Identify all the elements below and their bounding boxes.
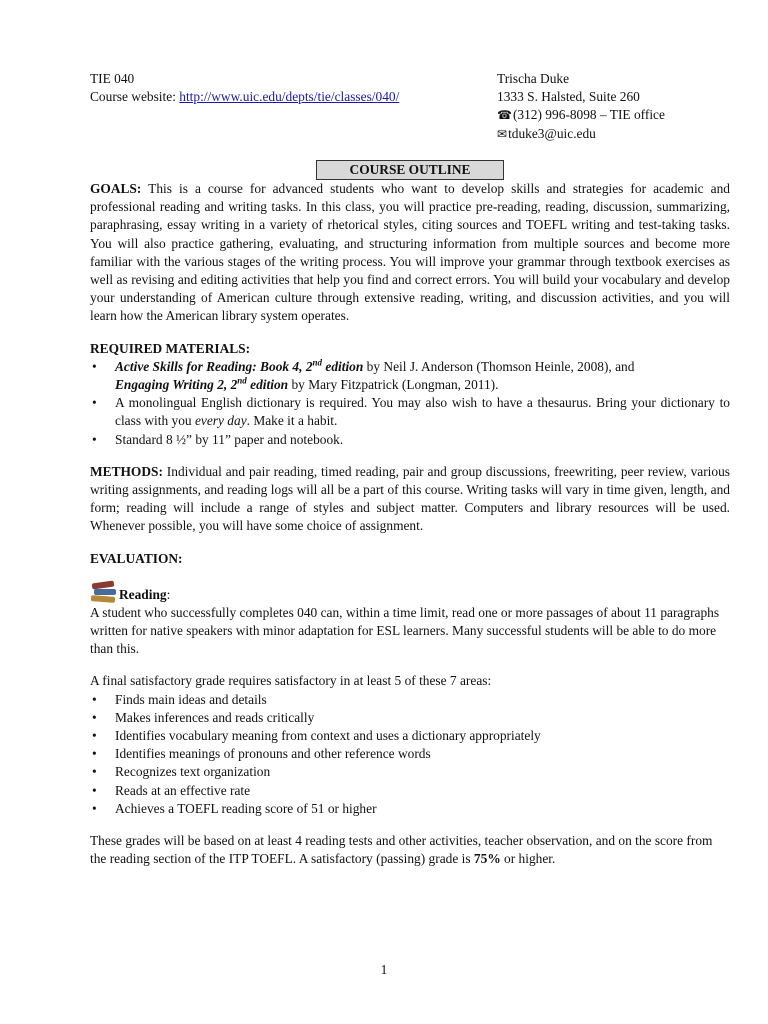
book2-rest: by Mary Fitzpatrick (Longman, 2011). (288, 377, 499, 393)
book2-title: Engaging Writing 2, 2 (115, 377, 238, 393)
book1-sup: nd (312, 357, 323, 368)
reading-heading (90, 580, 730, 604)
list-item: • Identifies vocabulary meaning from context and uses a dictionary appropriately (90, 727, 730, 745)
book1-edition: edition (322, 358, 364, 374)
paper-text: Standard 8 ½” by 11” paper and notebook. (115, 431, 344, 447)
course-website-line (90, 88, 399, 106)
instructor-name: Trischa Duke (497, 71, 570, 86)
grades-text1: These grades will be based on at least 4 reading tests and other activities, teacher observation, and on the score from the reading section of the ITP TOEFL. A satisfactory (passing) grade is (90, 833, 713, 867)
outline-title-wrap (90, 160, 730, 180)
phone-line (497, 106, 665, 124)
list-item: • Achieves a TOEFL reading score of 51 or higher (90, 800, 730, 818)
course-info (90, 70, 399, 106)
reading-description: A student who successfully completes 040 can, within a time limit, read one or more passages of about 11 paragraphs written for native speakers with minor adaptation for ESL learners. Many successful students will be able to do more than this. (90, 604, 720, 657)
course-outline-title: COURSE OUTLINE (316, 160, 504, 180)
dictionary-emphasis: every day (194, 413, 247, 429)
course-website-label: Course website: (90, 89, 180, 105)
methods-text: Individual and pair reading, timed reading, pair and group discussions, freewriting, peer review, various writing assignments, and reading logs will all be a part of this course. Writing tasks will vary in time given, length, and form; reading will include a range of styles and subject matter. Computers and library resources will be used. Whenever possible, you will have some choice of assignment. (90, 463, 730, 534)
office-address: 1333 S. Halsted, Suite 260 (497, 89, 640, 105)
header (90, 70, 730, 144)
goals-label: GOALS: (90, 181, 142, 196)
list-item: • Makes inferences and reads critically (90, 709, 730, 727)
dictionary-text1: A monolingual English dictionary is required. You may also wish to have a thesaurus. Bring your dictionary to class with you (115, 395, 730, 429)
list-item (90, 431, 730, 449)
methods-paragraph (90, 463, 730, 536)
phone-number: (312) 996-8098 – TIE office (512, 107, 665, 123)
course-code: TIE 040 (90, 71, 135, 86)
list-item: • Finds main ideas and details (90, 691, 730, 709)
required-materials-section (90, 340, 730, 449)
criteria-list (90, 691, 730, 818)
list-item: • Recognizes text organization (90, 763, 730, 781)
book1-rest: by Neil J. Anderson (Thomson Heinle, 2008), and (363, 358, 635, 374)
document-page (90, 70, 730, 869)
envelope-icon: ✉ (497, 126, 508, 141)
telephone-icon: ☎ (497, 108, 512, 123)
course-website-link[interactable]: http://www.uic.edu/depts/tie/classes/040/ (179, 89, 400, 105)
email-address: tduke3@uic.edu (508, 125, 596, 141)
page-number: 1 (380, 962, 388, 977)
book1-title: Active Skills for Reading: Book 4, 2 (115, 358, 313, 374)
books-icon (90, 580, 118, 604)
list-item (90, 358, 730, 394)
materials-list (90, 358, 730, 449)
reading-colon: : (166, 586, 171, 602)
email-line (497, 125, 665, 143)
methods-label: METHODS: (90, 463, 163, 479)
criteria-intro: A final satisfactory grade requires satisfactory in at least 5 of these 7 areas: (90, 673, 492, 689)
goals-text: This is a course for advanced students who want to develop skills and strategies for academic and professional reading and writing tasks. In this class, you will practice pre-reading, reading, discussion, summarizing, paraphrasing, essay writing in a variety of rhetorical styles, citing sources and TOEFL writing and test-taking tasks. You will also practice gathering, evaluating, and structuring information from multiple sources and become more familiar with the various stages of the writing process. You will improve your grammar through textbook exercises as well as revising and editing activities that help you find and correct errors. You will build your vocabulary and develop your understanding of American culture through extensive reading, writing, and discussion activities, and you will learn how the American library system operates. (90, 181, 730, 324)
grades-paragraph (90, 832, 730, 868)
goals-paragraph (90, 180, 730, 326)
list-item (90, 394, 730, 430)
list-item: • Identifies meanings of pronouns and other reference words (90, 745, 730, 763)
list-item: • Reads at an effective rate (90, 782, 730, 800)
required-materials-title: REQUIRED MATERIALS: (90, 340, 251, 356)
reading-label: Reading (119, 586, 167, 602)
dictionary-text2: . Make it a habit. (246, 413, 338, 429)
book2-edition: edition (246, 377, 289, 393)
book2-sup: nd (237, 375, 247, 386)
grades-text2: or higher. (500, 851, 556, 867)
evaluation-title: EVALUATION: (90, 550, 183, 566)
passing-grade: 75% (473, 851, 501, 867)
instructor-info (497, 70, 665, 143)
